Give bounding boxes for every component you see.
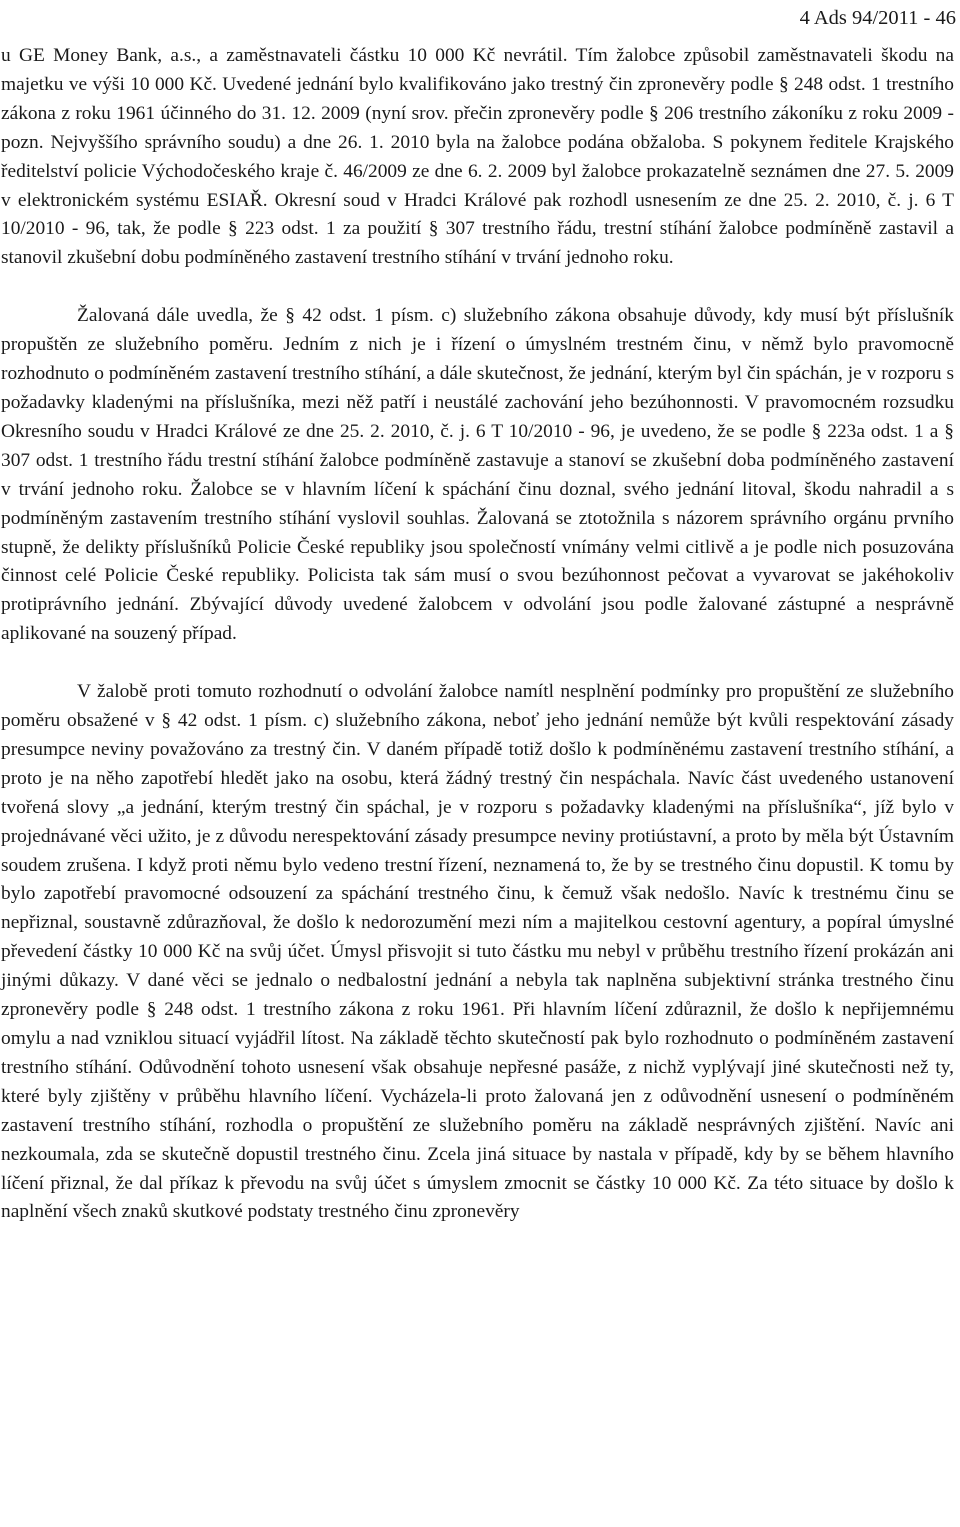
paragraph-2: Žalovaná dále uvedla, že § 42 odst. 1 písm. c) služebního zákona obsahuje důvody, kdy musí být příslušník propuštěn ze služebního poměru. Jedním z nich je i řízení o úmyslném trestném činu, v němž bylo pravomocně rozhodnuto o podmíněném zastavení trestního stíhání, a dále skutečnost, že jednání, kterým byl čin spáchán, je v rozporu s požadavky kladenými na příslušníka, mezi něž patří i neustálé zachování jeho bezúhonnosti. V pravomocném rozsudku Okresního soudu v Hradci Králové ze dne 25. 2. 2010, č. j. 6 T 10/2010 - 96, je uvedeno, že se podle § 223a odst. 1 a § 307 odst. 1 trestního řádu trestní stíhání žalobce podmíněně zastavuje a stanoví se zkušební doba podmíněného zastavení v trvání jednoho roku. Žalobce se v hlavním líčení k spáchání činu doznal, svého jednání litoval, škodu nahradil a s podmíněným zastavením trestního stíhání vyslovil souhlas. Žalovaná se ztotožnila s názorem správního orgánu prvního stupně, že delikty příslušníků Policie České republiky jsou společností vnímány velmi citlivě a je podle nich posuzována činnost celé Policie České republiky. Policista tak sám musí o svou bezúhonnost pečovat a vyvarovat se jakéhokoliv protiprávního jednání. Zbývající důvody uvedené žalobcem v odvolání jsou podle žalované zástupné a nesprávně aplikované na souzený případ. — [1, 305, 954, 645]
case-reference: 4 Ads 94/2011 - 46 — [799, 7, 956, 29]
paragraph-3: V žalobě proti tomuto rozhodnutí o odvolání žalobce namítl nesplnění podmínky pro propuštění ze služebního poměru obsažené v § 42 odst. 1 písm. c) služebního zákona, neboť jeho jednání nemůže být kvůli respektování zásady presumpce neviny považováno za trestný čin. V daném případě totiž došlo k podmíněnému zastavení trestního stíhání, a proto je na něho zapotřebí hledět jako na osobu, která žádný trestný čin nespáchala. Navíc část uvedeného ustanovení tvořená slovy „a jednání, kterým trestný čin spáchal, je v rozporu s požadavky kladenými na příslušníka“, jíž bylo v projednávané věci užito, je z důvodu nerespektování zásady presumpce neviny protiústavní, a proto by měla být Ústavním soudem zrušena. I když proti němu bylo vedeno trestní řízení, neznamená to, že by se trestného činu dopustil. K tomu by bylo zapotřebí pravomocné odsouzení za spáchání trestného činu, k čemuž však nedošlo. Navíc k trestnému činu se nepřiznal, soustavně zdůrazňoval, že došlo k nedorozumění mezi ním a majitelkou cestovní agentury, a popíral úmyslné převedení částky 10 000 Kč na svůj účet. Úmysl přisvojit si tuto částku mu nebyl v průběhu trestního řízení prokázán ani jinými důkazy. V dané věci se jednalo o nedbalostní jednání a nebyla tak naplněna subjektivní stránka trestného činu zpronevěry podle § 248 odst. 1 trestního zákona z roku 1961. Při hlavním líčení zdůraznil, že došlo k nepřijemnému omylu a nad vzniklou situací vyjádřil lítost. Na základě těchto skutečností pak bylo rozhodnuto o podmíněném zastavení trestního stíhání. Odůvodnění tohoto usnesení však obsahuje nepřesné pasáže, z nichž vyplývají jiné skutečnosti než ty, které byly zjištěny v průběhu hlavního líčení. Vycházela-li proto žalovaná jen z odůvodnění usnesení o podmíněném zastavení trestního stíhání, rozhodla o propuštění ze služebního poměru na základě nesprávných zjištění. Navíc ani nezkoumala, zda se skutečně dopustil trestného činu. Zcela jiná situace by nastala v případě, kdy by se během hlavního líčení přiznal, že dal příkaz k převodu na svůj účet s úmyslem zmocnit se částky 10 000 Kč. Za této situace by došlo k naplnění všech znaků skutkové podstaty trestného činu zpronevěry — [1, 681, 954, 1223]
paragraph-1: u GE Money Bank, a.s., a zaměstnavateli částku 10 000 Kč nevrátil. Tím žalobce způsobil zaměstnavateli škodu na majetku ve výši 10 000 Kč. Uvedené jednání bylo kvalifikováno jako trestný čin zpronevěry podle § 248 odst. 1 trestního zákona z roku 1961 účinného do 31. 12. 2009 (nyní srov. přečin zpronevěry podle § 206 trestního zákoníku z roku 2009 - pozn. Nejvyššího správního soudu) a dne 26. 1. 2010 byla na žalobce podána obžaloba. S pokynem ředitele Krajského ředitelství policie Východočeského kraje č. 46/2009 ze dne 6. 2. 2009 byl žalobce prokazatelně seznámen dne 27. 5. 2009 v elektronickém systému ESIAŘ. Okresní soud v Hradci Králové pak rozhodl usnesením ze dne 25. 2. 2010, č. j. 6 T 10/2010 - 96, tak, že podle § 223 odst. 1 za použití § 307 trestního řádu, trestní stíhání žalobce podmíněně zastavil a stanovil zkušební dobu podmíněného zastavení trestního stíhání v trvání jednoho roku. — [1, 45, 954, 269]
document-body — [1, 42, 954, 1227]
